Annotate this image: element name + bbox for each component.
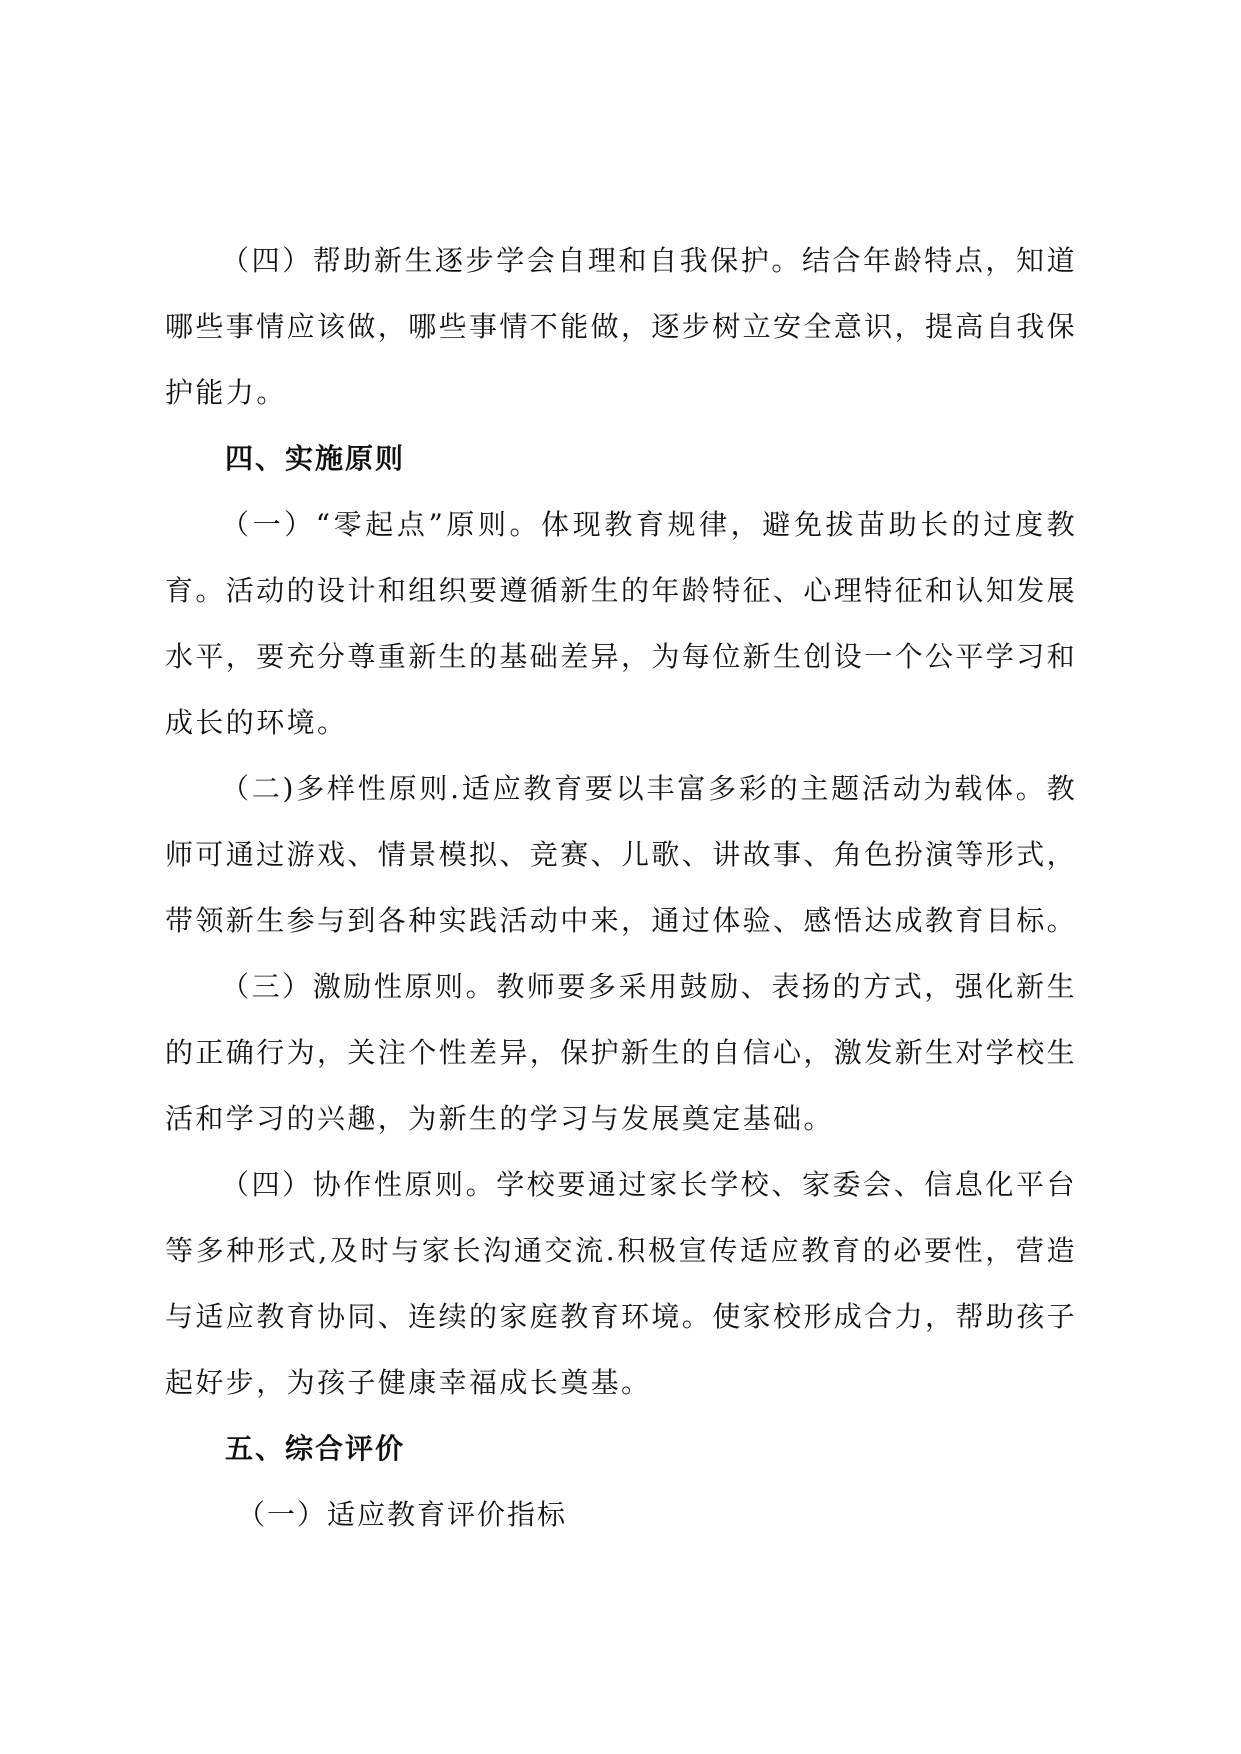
paragraph-diversity-principle: （二)多样性原则.适应教育要以丰富多彩的主题活动为载体。教师可通过游戏、情景模拟、竞赛、儿歌、讲故事、角色扮演等形式，带领新生参与到各种实践活动中来，通过体验、感悟达成教育目标。 bbox=[165, 772, 1078, 937]
section-heading-comprehensive-evaluation: 五、综合评价 bbox=[225, 1432, 406, 1465]
section-heading-implementation-principles: 四、实施原则 bbox=[225, 442, 406, 475]
paragraph-collaboration-principle: （四）协作性原则。学校要通过家长学校、家委会、信息化平台等多种形式,及时与家长沟通交流.积极宣传适应教育的必要性，营造与适应教育协同、连续的家庭教育环境。使家校形成合力，帮助孩子起好步，为孩子健康幸福成长奠基。 bbox=[165, 1168, 1078, 1399]
subheading-evaluation-indicators: （一）适应教育评价指标 bbox=[237, 1498, 568, 1531]
paragraph-incentive-principle: （三）激励性原则。教师要多采用鼓励、表扬的方式，强化新生的正确行为，关注个性差异，保护新生的自信心，激发新生对学校生活和学习的兴趣，为新生的学习与发展奠定基础。 bbox=[165, 970, 1078, 1135]
paragraph-self-care: （四）帮助新生逐步学会自理和自我保护。结合年龄特点，知道哪些事情应该做，哪些事情不能做，逐步树立安全意识，提高自我保护能力。 bbox=[165, 244, 1078, 409]
paragraph-zero-start-principle: （一）“零起点”原则。体现教育规律，避免拔苗助长的过度教育。活动的设计和组织要遵循新生的年龄特征、心理特征和认知发展水平，要充分尊重新生的基础差异，为每位新生创设一个公平学习和成长的环境。 bbox=[165, 508, 1078, 739]
document-page bbox=[165, 228, 1077, 1548]
